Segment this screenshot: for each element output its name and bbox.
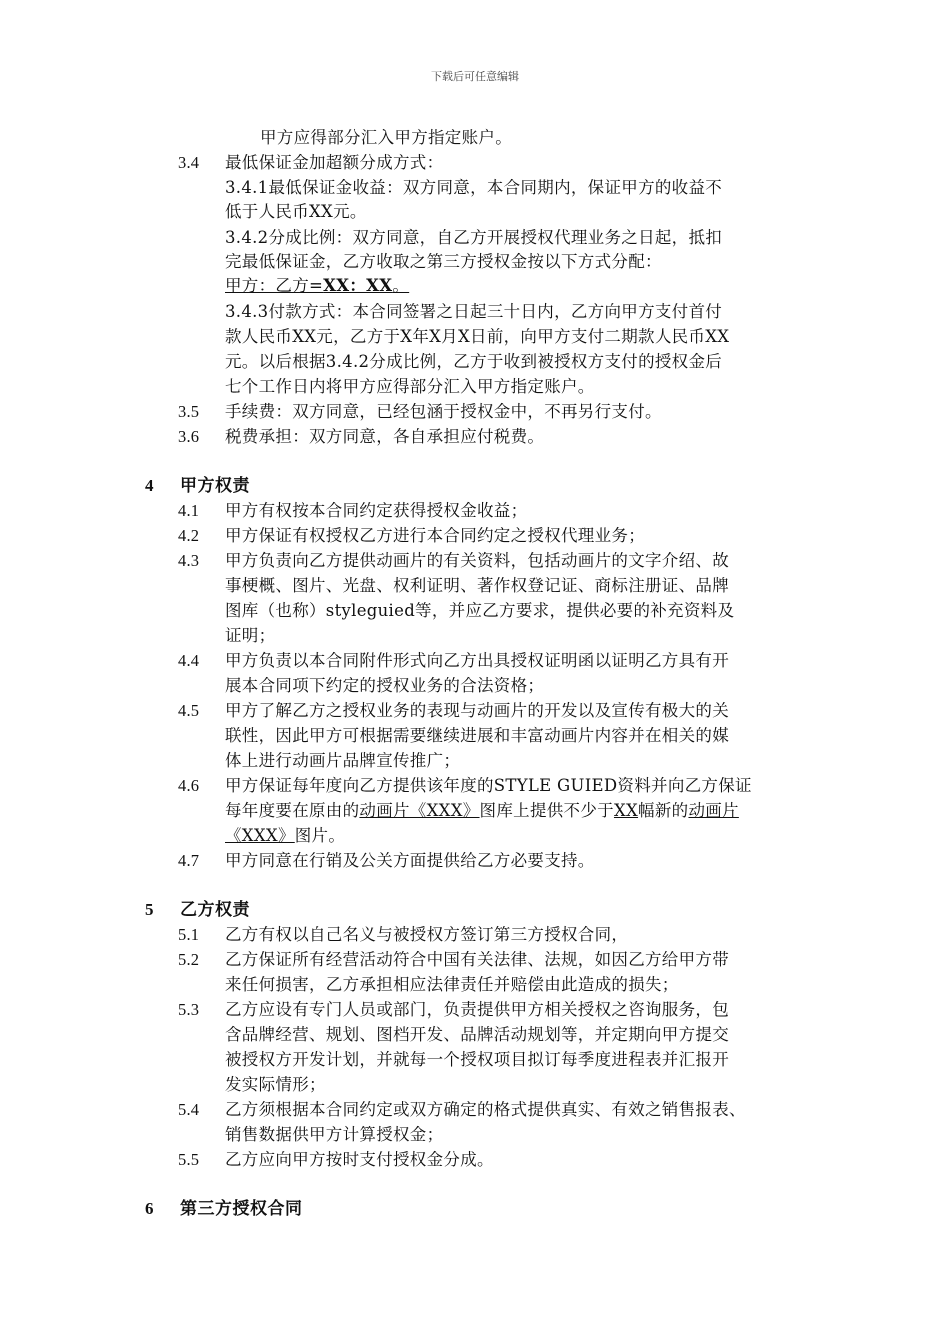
clause-5-4-line-2: 销售数据供甲方计算授权金； — [225, 1125, 444, 1144]
clause-number-3-6: 3.6 — [178, 427, 200, 446]
clause-4-6-quantity: XX — [613, 801, 639, 820]
clause-4-6-title-ref-2: 动画片 — [688, 801, 739, 820]
clause-number-4-5: 4.5 — [178, 701, 200, 720]
section-4-title: 甲方权责 — [180, 476, 250, 496]
clause-4-1-line-1: 甲方有权按本合同约定获得授权金收益； — [225, 501, 528, 520]
ratio-suffix: 。 — [392, 276, 410, 295]
ratio-prefix: 甲方：乙方= — [225, 276, 324, 295]
ratio-value: XX：XX — [323, 276, 393, 295]
clause-5-5-line-1: 乙方应向甲方按时支付授权金分成。 — [225, 1150, 494, 1169]
clause-4-4-line-1: 甲方负责以本合同附件形式向乙方出具授权证明函以证明乙方具有开 — [225, 651, 729, 670]
clause-5-3-line-1: 乙方应设有专门人员或部门，负责提供甲方相关授权之咨询服务，包 — [225, 1000, 729, 1019]
clause-4-6-line-1: 甲方保证每年度向乙方提供该年度的STYLE GUIED资料并向乙方保证 — [225, 776, 752, 795]
clause-number-4-7: 4.7 — [178, 851, 200, 870]
clause-4-7-line-1: 甲方同意在行销及公关方面提供给乙方必要支持。 — [225, 851, 595, 870]
ratio-line — [225, 275, 409, 297]
page-header-note: 下载后可任意编辑 — [431, 70, 519, 83]
clause-number-4-2: 4.2 — [178, 526, 200, 545]
section-4-number: 4 — [145, 476, 154, 495]
clause-4-3-line-2: 事梗概、图片、光盘、权利证明、著作权登记证、商标注册证、品牌 — [225, 576, 729, 595]
clause-4-2-line-1: 甲方保证有权授权乙方进行本合同约定之授权代理业务； — [225, 526, 645, 545]
clause-number-5-5: 5.5 — [178, 1150, 200, 1169]
clause-number-4-3: 4.3 — [178, 551, 200, 570]
clause-number-3-4: 3.4 — [178, 153, 200, 172]
clause-4-5-line-2: 联性，因此甲方可根据需要继续进展和丰富动画片内容并在相关的媒 — [225, 726, 729, 745]
clause-3-4-3-line-3: 元。以后根据3.4.2分成比例，乙方于收到被授权方支付的授权金后 — [225, 352, 723, 371]
clause-3-6-text: 税费承担：双方同意，各自承担应付税费。 — [225, 427, 545, 446]
clause-5-3-line-2: 含品牌经营、规划、图档开发、品牌活动规划等，并定期向甲方提交 — [225, 1025, 729, 1044]
continuation-line: 甲方应得部分汇入甲方指定账户。 — [260, 128, 512, 147]
clause-4-3-line-3: 图库（也称）styleguied等，并应乙方要求，提供必要的补充资料及 — [225, 601, 735, 620]
clause-3-4-2-line-1: 3.4.2分成比例：双方同意，自乙方开展授权代理业务之日起，抵扣 — [225, 228, 723, 247]
clause-number-4-6: 4.6 — [178, 776, 200, 795]
clause-4-3-line-1: 甲方负责向乙方提供动画片的有关资料，包括动画片的文字介绍、故 — [225, 551, 729, 570]
clause-3-4-2-line-2: 完最低保证金，乙方收取之第三方授权金按以下方式分配： — [225, 252, 662, 271]
clause-number-5-3: 5.3 — [178, 1000, 200, 1019]
clause-number-4-4: 4.4 — [178, 651, 200, 670]
clause-4-4-line-2: 展本合同项下约定的授权业务的合法资格； — [225, 676, 545, 695]
clause-number-5-4: 5.4 — [178, 1100, 200, 1119]
clause-3-4-1-line-1: 3.4.1最低保证金收益：双方同意，本合同期内，保证甲方的收益不 — [225, 178, 723, 197]
clause-number-5-1: 5.1 — [178, 925, 200, 944]
clause-4-5-line-3: 体上进行动画片品牌宣传推广； — [225, 751, 461, 770]
clause-4-6-title-ref-3: 《XXX》 — [225, 826, 295, 845]
clause-5-1-line-1: 乙方有权以自己名义与被授权方签订第三方授权合同， — [225, 925, 629, 944]
clause-3-4-3-line-2: 款人民币XX元，乙方于X年X月X日前，向甲方支付二期款人民币XX — [225, 327, 730, 346]
clause-5-2-line-1: 乙方保证所有经营活动符合中国有关法律、法规，如因乙方给甲方带 — [225, 950, 729, 969]
clause-3-5-text: 手续费：双方同意，已经包涵于授权金中，不再另行支付。 — [225, 402, 662, 421]
section-6-number: 6 — [145, 1199, 154, 1218]
clause-number-4-1: 4.1 — [178, 501, 200, 520]
clause-4-6-title-ref-1: 动画片《XXX》 — [359, 801, 480, 820]
clause-4-6-text-c: 图库上提供不少于 — [479, 801, 614, 820]
section-5-number: 5 — [145, 900, 154, 919]
clause-5-2-line-2: 来任何损害，乙方承担相应法律责任并赔偿由此造成的损失； — [225, 975, 679, 994]
clause-4-6-line-2 — [225, 800, 739, 822]
clause-4-6-text-a: 每年度要在原由的 — [225, 801, 360, 820]
clause-4-6-text-end: 图片。 — [294, 826, 346, 845]
clause-5-4-line-1: 乙方须根据本合同约定或双方确定的格式提供真实、有效之销售报表、 — [225, 1100, 746, 1119]
clause-5-3-line-3: 被授权方开发计划，并就每一个授权项目拟订每季度进程表并汇报开 — [225, 1050, 729, 1069]
clause-3-4-1-line-2: 低于人民币XX元。 — [225, 202, 367, 221]
clause-number-3-5: 3.5 — [178, 402, 200, 421]
clause-3-4-3-line-4: 七个工作日内将甲方应得部分汇入甲方指定账户。 — [225, 377, 595, 396]
clause-number-5-2: 5.2 — [178, 950, 200, 969]
clause-4-6-line-3 — [225, 825, 345, 847]
clause-3-4-3-line-1: 3.4.3付款方式：本合同签署之日起三十日内，乙方向甲方支付首付 — [225, 302, 723, 321]
clause-4-3-line-4: 证明； — [225, 626, 276, 645]
clause-3-4-title: 最低保证金加超额分成方式： — [225, 153, 444, 172]
clause-4-6-text-e: 幅新的 — [638, 801, 689, 820]
clause-4-5-line-1: 甲方了解乙方之授权业务的表现与动画片的开发以及宣传有极大的关 — [225, 701, 729, 720]
section-5-title: 乙方权责 — [180, 900, 250, 920]
section-6-title: 第三方授权合同 — [180, 1199, 303, 1219]
clause-5-3-line-4: 发实际情形； — [225, 1075, 326, 1094]
